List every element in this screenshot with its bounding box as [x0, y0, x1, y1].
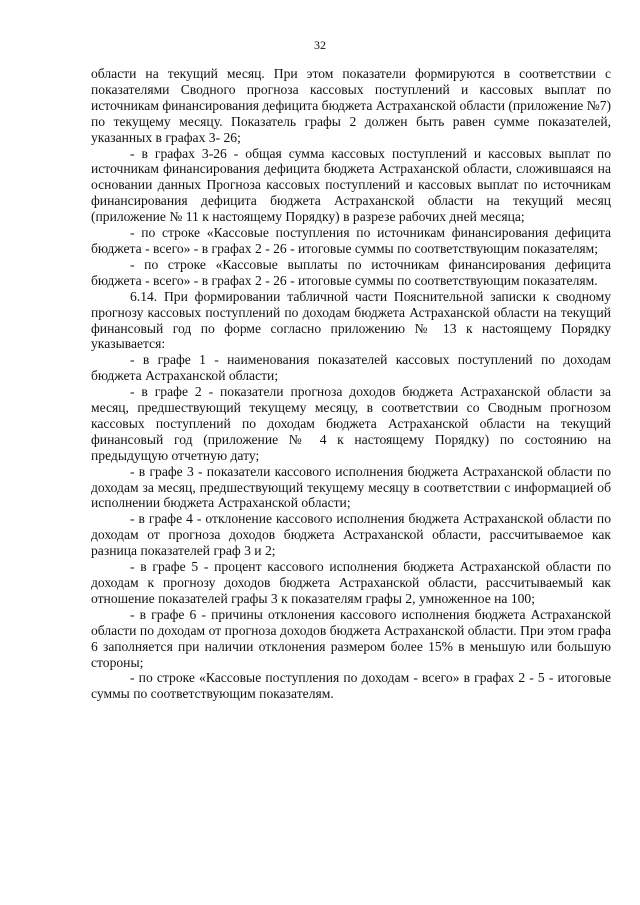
paragraph-column-1: - в графе 1 - наименования показателей кассовых поступлений по доходам бюджета Астраханской области;	[91, 352, 611, 384]
paragraph-column-2: - в графе 2 - показатели прогноза доходов бюджета Астраханской области за месяц, предшествующий текущему месяцу, в соответствии со Сводным прогнозом кассовых поступлений по доходам бюджета Астраханской области на текущий финансовый год (приложение № 4 к настоящему Порядку) по состоянию на предыдущую отчетную дату;	[91, 384, 611, 463]
paragraph-column-5: - в графе 5 - процент кассового исполнения бюджета Астраханской области по доходам к прогнозу доходов бюджета Астраханской области, рассчитываемый как отношение показателей графы 3 к показателям графы 2, умноженное на 100;	[91, 559, 611, 606]
paragraph-column-3: - в графе 3 - показатели кассового исполнения бюджета Астраханской области по доходам за месяц, предшествующий текущему месяцу в соответствии с информацией об исполнении бюджета Астраханской области;	[91, 463, 611, 511]
paragraph-payments-total: - по строке «Кассовые выплаты по источникам финансирования дефицита бюджета - всего» - в графах 2 - 26 - итоговые суммы по соответствующим показателям.	[91, 256, 611, 288]
paragraph-income-total: - по строке «Кассовые поступления по доходам - всего» в графах 2 - 5 - итоговые суммы по соответствующим показателям.	[91, 670, 611, 702]
paragraph-continuation: области на текущий месяц. При этом показатели формируются в соответствии с показателями Сводного прогноза кассовых поступлений и кассовых выплат по источникам финансирования дефицита бюджета Астраханской области (приложение №7) по текущему месяцу. Показатель графы 2 должен быть равен сумме показателей, указанных в графах 3- 26;	[91, 66, 612, 145]
page-body	[91, 66, 611, 702]
page-number: 32	[314, 38, 326, 52]
paragraph-columns-3-26: - в графах 3-26 - общая сумма кассовых поступлений и кассовых выплат по источникам финансирования дефицита бюджета Астраханской области, сложившаяся на основании данных Прогноза кассовых поступлений и кассовых выплат по источникам финансирования дефицита бюджета Астраханской области на текущий месяц (приложение № 11 к настоящему Порядку) в разрезе рабочих дней месяца;	[91, 145, 611, 225]
paragraph-section-6-14: 6.14. При формировании табличной части Пояснительной записки к сводному прогнозу кассовых поступлений по доходам бюджета Астраханской области на текущий финансовый год по форме согласно приложению № 13 к настоящему Порядку указывается:	[91, 288, 611, 352]
paragraph-column-4: - в графе 4 - отклонение кассового исполнения бюджета Астраханской области по доходам от прогноза доходов бюджета Астраханской области, рассчитываемое как разница показателей граф 3 и 2;	[91, 511, 611, 559]
paragraph-receipts-total: - по строке «Кассовые поступления по источникам финансирования дефицита бюджета - всего» - в графах 2 - 26 - итоговые суммы по соответствующим показателям;	[91, 225, 611, 256]
paragraph-column-6: - в графе 6 - причины отклонения кассового исполнения бюджета Астраханской области по доходам от прогноза доходов бюджета Астраханской области. При этом графа 6 заполняется при наличии отклонения размером более 15% в меньшую или большую стороны;	[91, 606, 611, 670]
